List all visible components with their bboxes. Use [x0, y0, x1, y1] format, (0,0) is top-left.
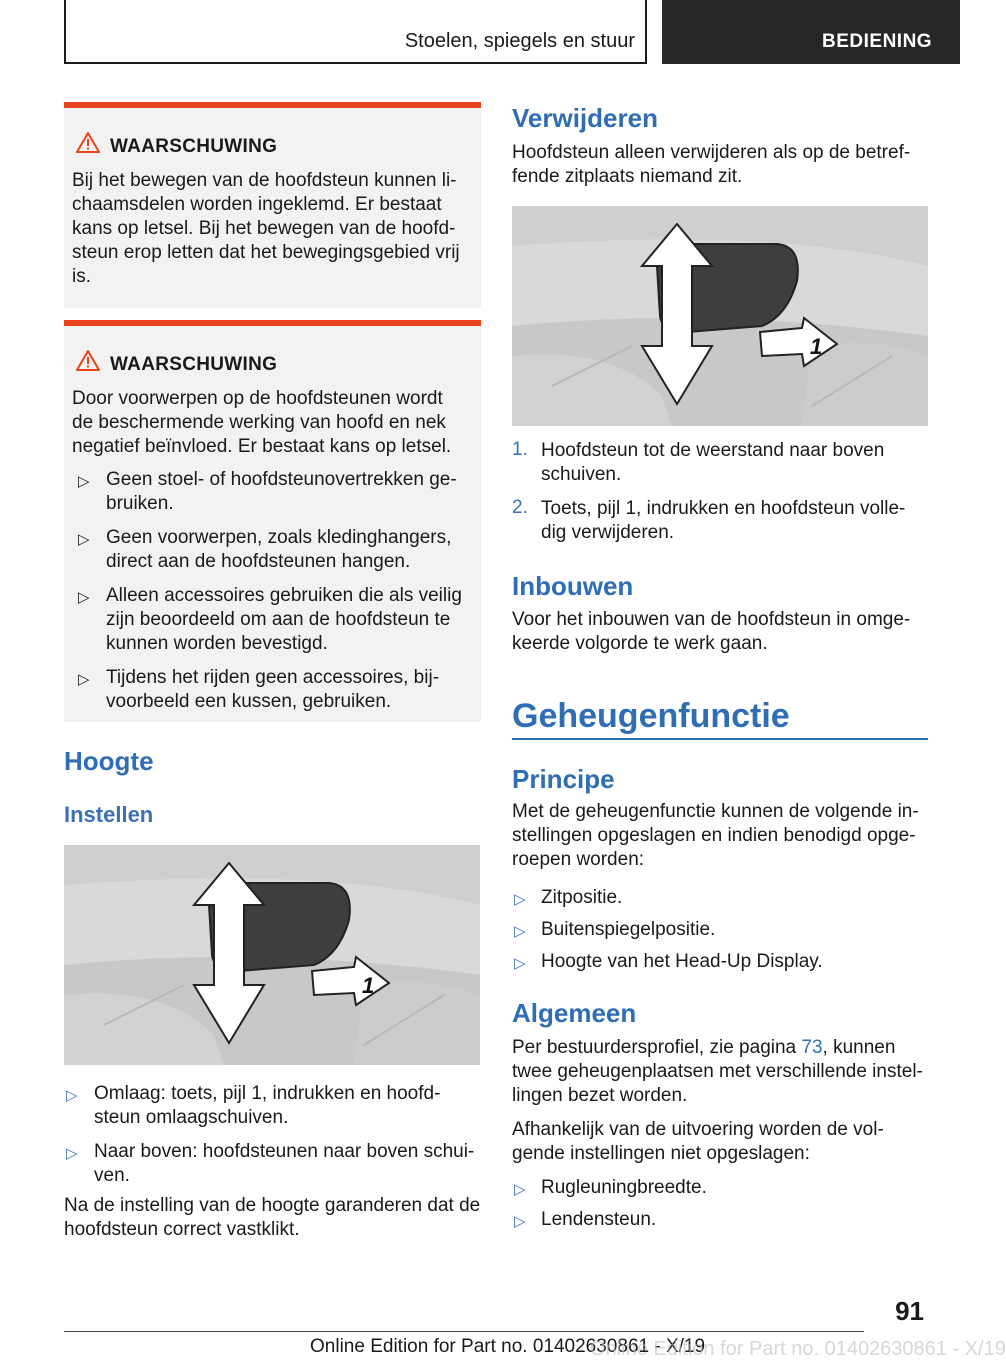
bullet-triangle-icon: ▷ [66, 1087, 78, 1104]
photo-callout-label: 1 [810, 334, 823, 359]
list-item: Lendensteun. [541, 1209, 657, 1230]
warning-box-1 [64, 102, 481, 308]
bullet-triangle-icon: ▷ [514, 955, 526, 972]
footer-rule [64, 1331, 864, 1332]
paragraph-inbouwen: Voor het inbouwen van de hoofdsteun in omge- keerde volgorde te werk gaan. [512, 609, 911, 654]
warning-triangle-icon [76, 350, 100, 371]
paragraph-after-height: Na de instelling van de hoogte garanderen dat de hoofdsteun correct vastklikt. [64, 1195, 481, 1240]
section-heading-inbouwen: Inbouwen [512, 571, 634, 601]
warning-title: WAARSCHUWING [110, 354, 278, 375]
subheading-instellen: Instellen [64, 802, 154, 827]
bullet-triangle-icon: ▷ [514, 923, 526, 940]
bullet-triangle-icon: ▷ [78, 671, 90, 688]
bullet-triangle-icon: ▷ [66, 1145, 78, 1162]
list-item: Geen voorwerpen, zoals kledinghangers, direct aan de hoofdsteunen hangen. [106, 527, 452, 572]
warning-box-2 [64, 320, 481, 722]
paragraph-principe: Met de geheugenfunctie kunnen de volgende in- stellingen opgeslagen en indien benodigd opge- roepen worden: [512, 801, 919, 870]
chapter-heading-geheugenfunctie: Geheugenfunctie [512, 697, 790, 735]
photo-callout-label: 1 [362, 973, 375, 998]
header-section-title: Stoelen, spiegels en stuur [404, 30, 635, 52]
list-item: Zitpositie. [541, 887, 623, 908]
page-number: 91 [895, 1296, 924, 1326]
bullet-triangle-icon: ▷ [78, 473, 90, 490]
list-item: Naar boven: hoofdsteunen naar boven schui- ven. [94, 1141, 475, 1186]
list-item: Alleen accessoires gebruiken die als veilig zijn beoordeeld om aan de hoofdsteun te kunnen worden bevestigd. [106, 585, 462, 654]
list-item: Geen stoel- of hoofdsteunovertrekken ge- bruiken. [106, 469, 457, 514]
header-chapter-title: BEDIENING [822, 31, 933, 52]
headrest-remove-photo [512, 206, 928, 426]
headrest-height-photo [64, 845, 480, 1065]
list-item: Tijdens het rijden geen accessoires, bij- voorbeeld een kussen, gebruiken. [106, 667, 440, 712]
section-heading-algemeen: Algemeen [512, 998, 637, 1028]
bullet-triangle-icon: ▷ [78, 589, 90, 606]
list-item: Omlaag: toets, pijl 1, indrukken en hoofd- steun omlaagschuiven. [94, 1083, 441, 1128]
page-link[interactable]: 73 [801, 1037, 823, 1058]
warning-triangle-icon [76, 132, 100, 153]
bullet-triangle-icon: ▷ [514, 1181, 526, 1198]
section-heading-hoogte: Hoogte [64, 746, 154, 776]
bullet-triangle-icon: ▷ [514, 891, 526, 908]
section-heading-principe: Principe [512, 764, 615, 794]
warning-text: Door voorwerpen op de hoofdsteunen wordt de beschermende werking van hoofd en nek negatief beïnvloed. Er bestaat kans op letsel. [72, 388, 452, 457]
heading-underline [512, 738, 928, 740]
list-item: Rugleuningbreedte. [541, 1177, 707, 1198]
paragraph-algemeen: Per bestuurdersprofiel, zie pagina 73, kunnen twee geheugenplaatsen met verschillende instel- lingen bezet worden. [512, 1037, 923, 1106]
step-text: Hoofdsteun tot de weerstand naar boven schuiven. [541, 440, 885, 485]
warning-text: Bij het bewegen van de hoofdsteun kunnen li- chaamsdelen worden ingeklemd. Er bestaat kans op letsel. Bij het bewegen van de hoofd- steun erop letten dat het bewegingsgebied vrij is. [72, 170, 460, 287]
section-heading-verwijderen: Verwijderen [512, 103, 658, 133]
paragraph-algemeen-2: Afhankelijk van de uitvoering worden de vol- gende instellingen niet opgeslagen: [512, 1119, 884, 1164]
step-number: 2. [512, 497, 528, 518]
step-text: Toets, pijl 1, indrukken en hoofdsteun volle- dig verwijderen. [541, 498, 906, 543]
footer-edition: Online Edition for Part no. 01402630861 - X/19 [310, 1336, 706, 1357]
header-chapter-tab [662, 0, 960, 64]
step-number: 1. [512, 439, 528, 460]
list-item: Hoogte van het Head-Up Display. [541, 951, 823, 972]
bullet-triangle-icon: ▷ [78, 531, 90, 548]
paragraph-verwijderen: Hoofdsteun alleen verwijderen als op de betref- fende zitplaats niemand zit. [512, 142, 911, 187]
warning-title: WAARSCHUWING [110, 136, 278, 157]
list-item: Buitenspiegelpositie. [541, 919, 716, 940]
watermark: Online Edition for Part no. 01402630861 - X/19 [590, 1338, 1006, 1360]
bullet-triangle-icon: ▷ [514, 1213, 526, 1230]
